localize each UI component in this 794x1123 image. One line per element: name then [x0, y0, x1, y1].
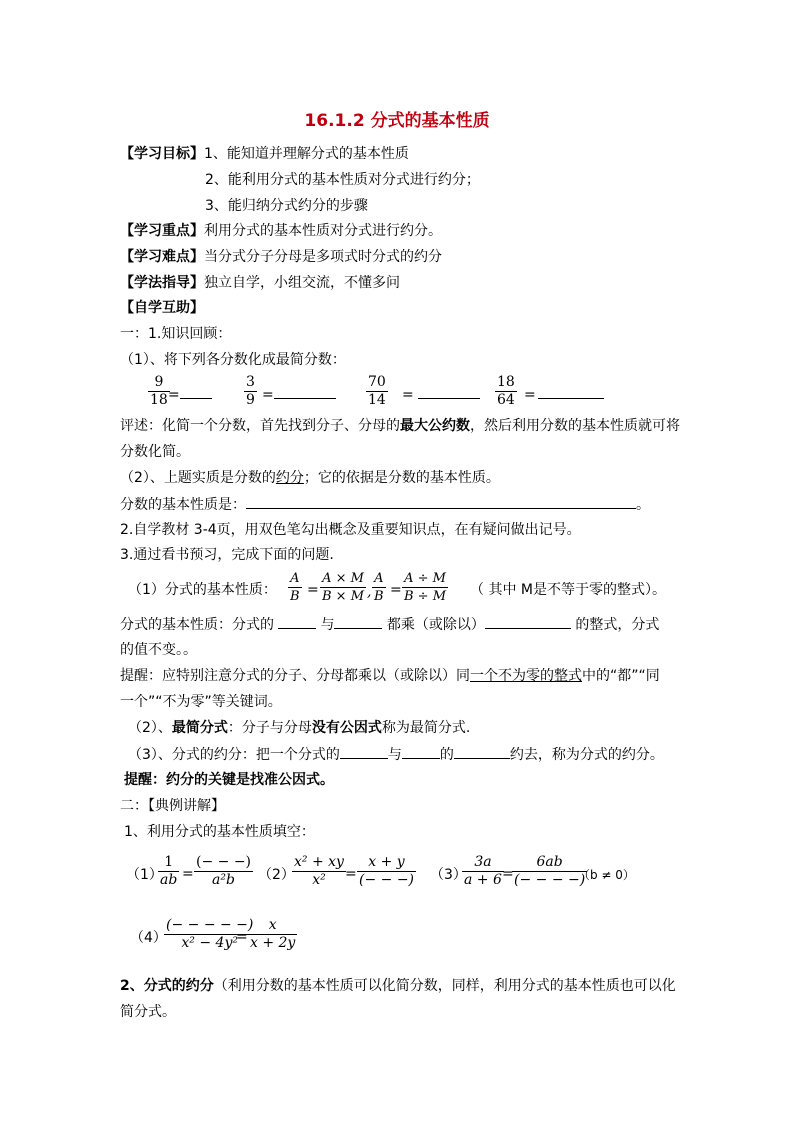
difficulty-label: 【学习难点】 — [120, 249, 204, 265]
answer-blank-4[interactable]: = — [524, 384, 604, 405]
difficulty-line — [120, 247, 442, 267]
ex2-lhs: x² + xy x² — [294, 854, 344, 888]
review-heading: 一：1.知识回顾： — [120, 326, 232, 342]
ex1-text: 1、利用分式的基本性质填空： — [124, 824, 315, 840]
goal-item: 3、能归纳分式约分的步骤 — [205, 198, 368, 214]
p3-blank-1[interactable] — [340, 744, 388, 759]
denominator-blank[interactable] — [334, 614, 382, 629]
comma: , — [367, 584, 372, 600]
reminder-1-line-2: 一个”“不为零”等关键词。 — [120, 694, 282, 710]
p2-line: （2）、最简分式：分子与分母没有公因式称为最简分式. — [128, 720, 471, 736]
ex2-rhs[interactable]: x + y (− − −) — [359, 854, 415, 888]
difficulty-text: 当分式分子分母是多项式时分式的约分 — [204, 249, 442, 265]
answer-blank-3[interactable]: = — [402, 384, 480, 405]
equals-sign: = — [345, 866, 357, 882]
ex2-line-2: 简分式。 — [120, 1004, 176, 1020]
ex1-rhs[interactable]: (− − −) a²b — [196, 854, 252, 888]
goal-item: 1、能知道并理解分式的基本性质 — [204, 146, 409, 162]
answer-blank-2[interactable]: = — [262, 384, 336, 405]
ex3-condition: （b ≠ 0） — [578, 868, 635, 882]
p1-label: （1）分式的基本性质： — [128, 582, 277, 598]
formula-AM-BM: A × M B × M — [322, 571, 365, 604]
equals-sign: = — [307, 582, 319, 598]
equals-sign: = — [182, 866, 194, 882]
equals-sign: = — [390, 582, 402, 598]
answer-blank-1[interactable]: = — [168, 384, 212, 405]
p3-blank-3[interactable] — [454, 744, 510, 759]
item3-text: 3.通过看书预习，完成下面的问题. — [120, 547, 334, 563]
page-title: 16.1.2 分式的基本性质 — [304, 111, 490, 131]
p1-note: （ 其中 M是不等于零的整式）。 — [470, 582, 666, 598]
q1-text: （1）、将下列各分数化成最简分数： — [120, 352, 346, 368]
ex-label-1: （1） — [126, 867, 163, 883]
p3-line: （3）、分式的约分：把一个分式的 与 的 约去，称为分式的约分。 — [128, 744, 664, 765]
ex3-lhs: 3a a + 6 — [464, 854, 502, 888]
ex4-rhs: x x + 2y — [250, 917, 296, 951]
reminder-2: 提醒：约分的关键是找准公因式。 — [124, 772, 334, 788]
comment-line-2: 分数化简。 — [120, 444, 190, 460]
formula-AdM-BdM: A ÷ M B ÷ M — [404, 571, 447, 604]
method-line — [120, 273, 400, 293]
formula-A-B-2: A B — [374, 571, 384, 604]
property-fill-line: 分式的基本性质：分式的 与 都乘（或除以） 的整式，分式 — [120, 614, 659, 635]
comment-line-1: 评述：化简一个分数，首先找到分子、分母的最大公约数，然后利用分数的基本性质就可将 — [120, 418, 680, 434]
focus-label: 【学习重点】 — [120, 223, 204, 239]
formula-A-B: A B — [290, 571, 300, 604]
goals-line-1 — [120, 144, 409, 164]
fraction-9-18: 9 18 — [150, 374, 168, 408]
p3-blank-2[interactable] — [402, 744, 440, 759]
item2-text: 2.自学教材 3-4页，用双色笔勾出概念及重要知识点，在有疑问做出记号。 — [120, 522, 581, 538]
fraction-3-9: 3 9 — [246, 374, 255, 408]
part2-heading: 二：【典例讲解】 — [120, 798, 225, 814]
property-fill-line-2: 的值不变。。 — [120, 642, 197, 658]
q2-line: （2）、上题实质是分数的约分；它的依据是分数的基本性质。 — [120, 470, 500, 486]
fraction-70-14: 70 14 — [368, 374, 386, 408]
numerator-blank[interactable] — [278, 614, 316, 629]
goal-item: 2、能利用分式的基本性质对分式进行约分； — [205, 172, 480, 188]
ex3-rhs[interactable]: 6ab (− − − −) — [514, 854, 586, 888]
method-label: 【学法指导】 — [120, 275, 204, 291]
ex-label-3: （3） — [430, 867, 467, 883]
condition-blank[interactable] — [485, 614, 571, 629]
ex4-lhs[interactable]: (− − − − −) x² − 4y² — [166, 917, 254, 951]
reminder-1: 提醒：应特别注意分式的分子、分母都乘以（或除以）同一个不为零的整式中的“都”“同 — [120, 668, 660, 684]
self-study-heading: 【自学互助】 — [120, 300, 204, 316]
ex-label-2: （2） — [258, 867, 295, 883]
ex2-line: 2、分式的约分（利用分数的基本性质可以化简分数，同样，利用分式的基本性质也可以化 — [120, 978, 676, 994]
property-blank[interactable] — [246, 494, 636, 509]
goals-label: 【学习目标】 — [120, 146, 204, 162]
ex1-lhs: 1 ab — [160, 854, 178, 888]
fraction-18-64: 18 64 — [497, 374, 515, 408]
focus-text: 利用分式的基本性质对分式进行约分。 — [204, 223, 442, 239]
focus-line — [120, 221, 442, 241]
equals-sign: = — [502, 866, 514, 882]
ex-label-4: （4） — [130, 930, 167, 946]
equals-sign: = — [236, 929, 248, 945]
method-text: 独立自学，小组交流，不懂多问 — [204, 275, 400, 291]
property-line: 分数的基本性质是： 。 — [120, 494, 650, 515]
